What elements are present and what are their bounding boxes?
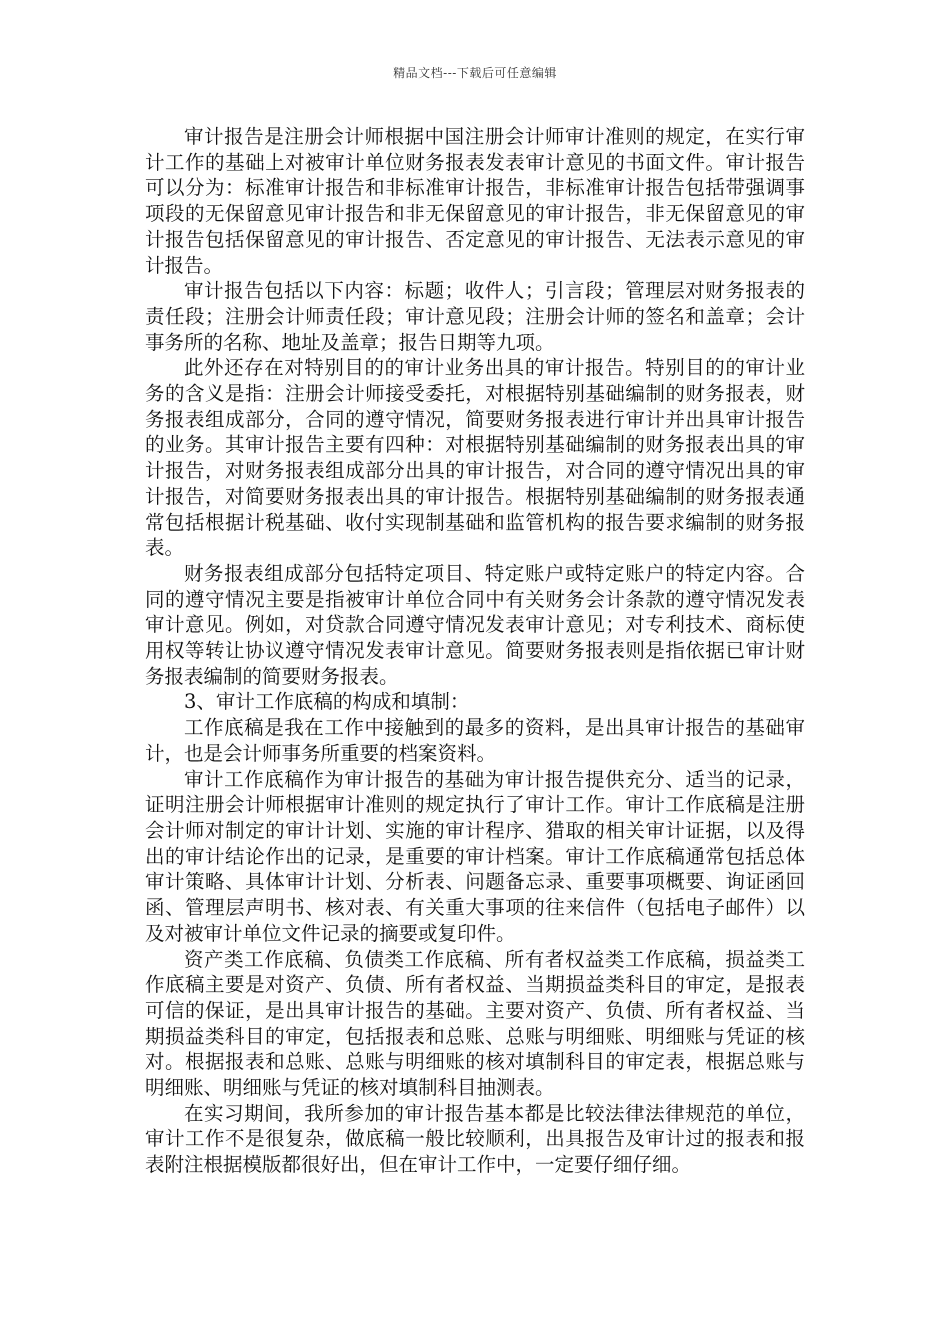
paragraph-working-papers-intro: 工作底稿是我在工作中接触到的最多的资料，是出具审计报告的基础审计，也是会计师事务所重要的档案资料。	[145, 716, 805, 765]
paragraph-statement-components: 财务报表组成部分包括特定项目、特定账户或特定账户的特定内容。合同的遵守情况主要是指被审计单位合同中有关财务会计条款的遵守情况发表审计意见。例如，对贷款合同遵守情况发表审计意见；对专利技术、商标使用权等转让协议遵守情况发表审计意见。简要财务报表则是指依据已审计财务报表编制的简要财务报表。	[145, 561, 805, 688]
paragraph-audit-report-definition: 审计报告是注册会计师根据中国注册会计师审计准则的规定，在实行审计工作的基础上对被审计单位财务报表发表审计意见的书面文件。审计报告可以分为：标准审计报告和非标准审计报告，非标准审计报告包括带强调事项段的无保留意见审计报告和非无保留意见的审计报告，非无保留意见的审计报告包括保留意见的审计报告、否定意见的审计报告、无法表示意见的审计报告。	[145, 125, 805, 277]
section-heading-working-papers: 3、审计工作底稿的构成和填制：	[184, 690, 470, 714]
paragraph-working-paper-categories: 资产类工作底稿、负债类工作底稿、所有者权益类工作底稿，损益类工作底稿主要是对资产、负债、所有者权益、当期损益类科目的审定，是报表可信的保证，是出具审计报告的基础。主要对资产、负债、所有者权益、当期损益类科目的审定，包括报表和总账、总账与明细账、明细账与凭证的核对。根据报表和总账、总账与明细账的核对填制科目的审定表，根据总账与明细账、明细账与凭证的核对填制科目抽测表。	[145, 947, 805, 1100]
paragraph-internship-experience: 在实习期间，我所参加的审计报告基本都是比较法律法律规范的单位，审计工作不是很复杂，做底稿一般比较顺利，出具报告及审计过的报表和报表附注根据模版都很好出，但在审计工作中，一定要仔细仔细。	[145, 1101, 805, 1177]
document-body	[145, 124, 805, 1178]
paragraph-working-papers-role: 审计工作底稿作为审计报告的基础为审计报告提供充分、适当的记录，证明注册会计师根据审计准则的规定执行了审计工作。审计工作底稿是注册会计师对制定的审计计划、实施的审计程序、猎取的相关审计证据，以及得出的审计结论作出的记录，是重要的审计档案。审计工作底稿通常包括总体审计策略、具体审计计划、分析表、问题备忘录、重要事项概要、询证函回函、管理层声明书、核对表、有关重大事项的往来信件（包括电子邮件）以及对被审计单位文件记录的摘要或复印件。	[145, 767, 805, 945]
paragraph-audit-report-contents: 审计报告包括以下内容：标题；收件人；引言段；管理层对财务报表的责任段；注册会计师责任段；审计意见段；注册会计师的签名和盖章；会计事务所的名称、地址及盖章；报告日期等九项。	[145, 279, 805, 354]
paragraph-special-purpose-audit: 此外还存在对特别目的的审计业务出具的审计报告。特别目的的审计业务的含义是指：注册会计师接受委托，对根据特别基础编制的财务报表，财务报表组成部分，合同的遵守情况，简要财务报表进行审计并出具审计报告的业务。其审计报告主要有四种：对根据特别基础编制的财务报表出具的审计报告，对财务报表组成部分出具的审计报告，对合同的遵守情况出具的审计报告，对简要财务报表出具的审计报告。根据特别基础编制的财务报表通常包括根据计税基础、收付实现制基础和监管机构的报告要求编制的财务报表。	[145, 356, 805, 560]
page-header: 精品文档---下载后可任意编辑	[393, 66, 557, 80]
